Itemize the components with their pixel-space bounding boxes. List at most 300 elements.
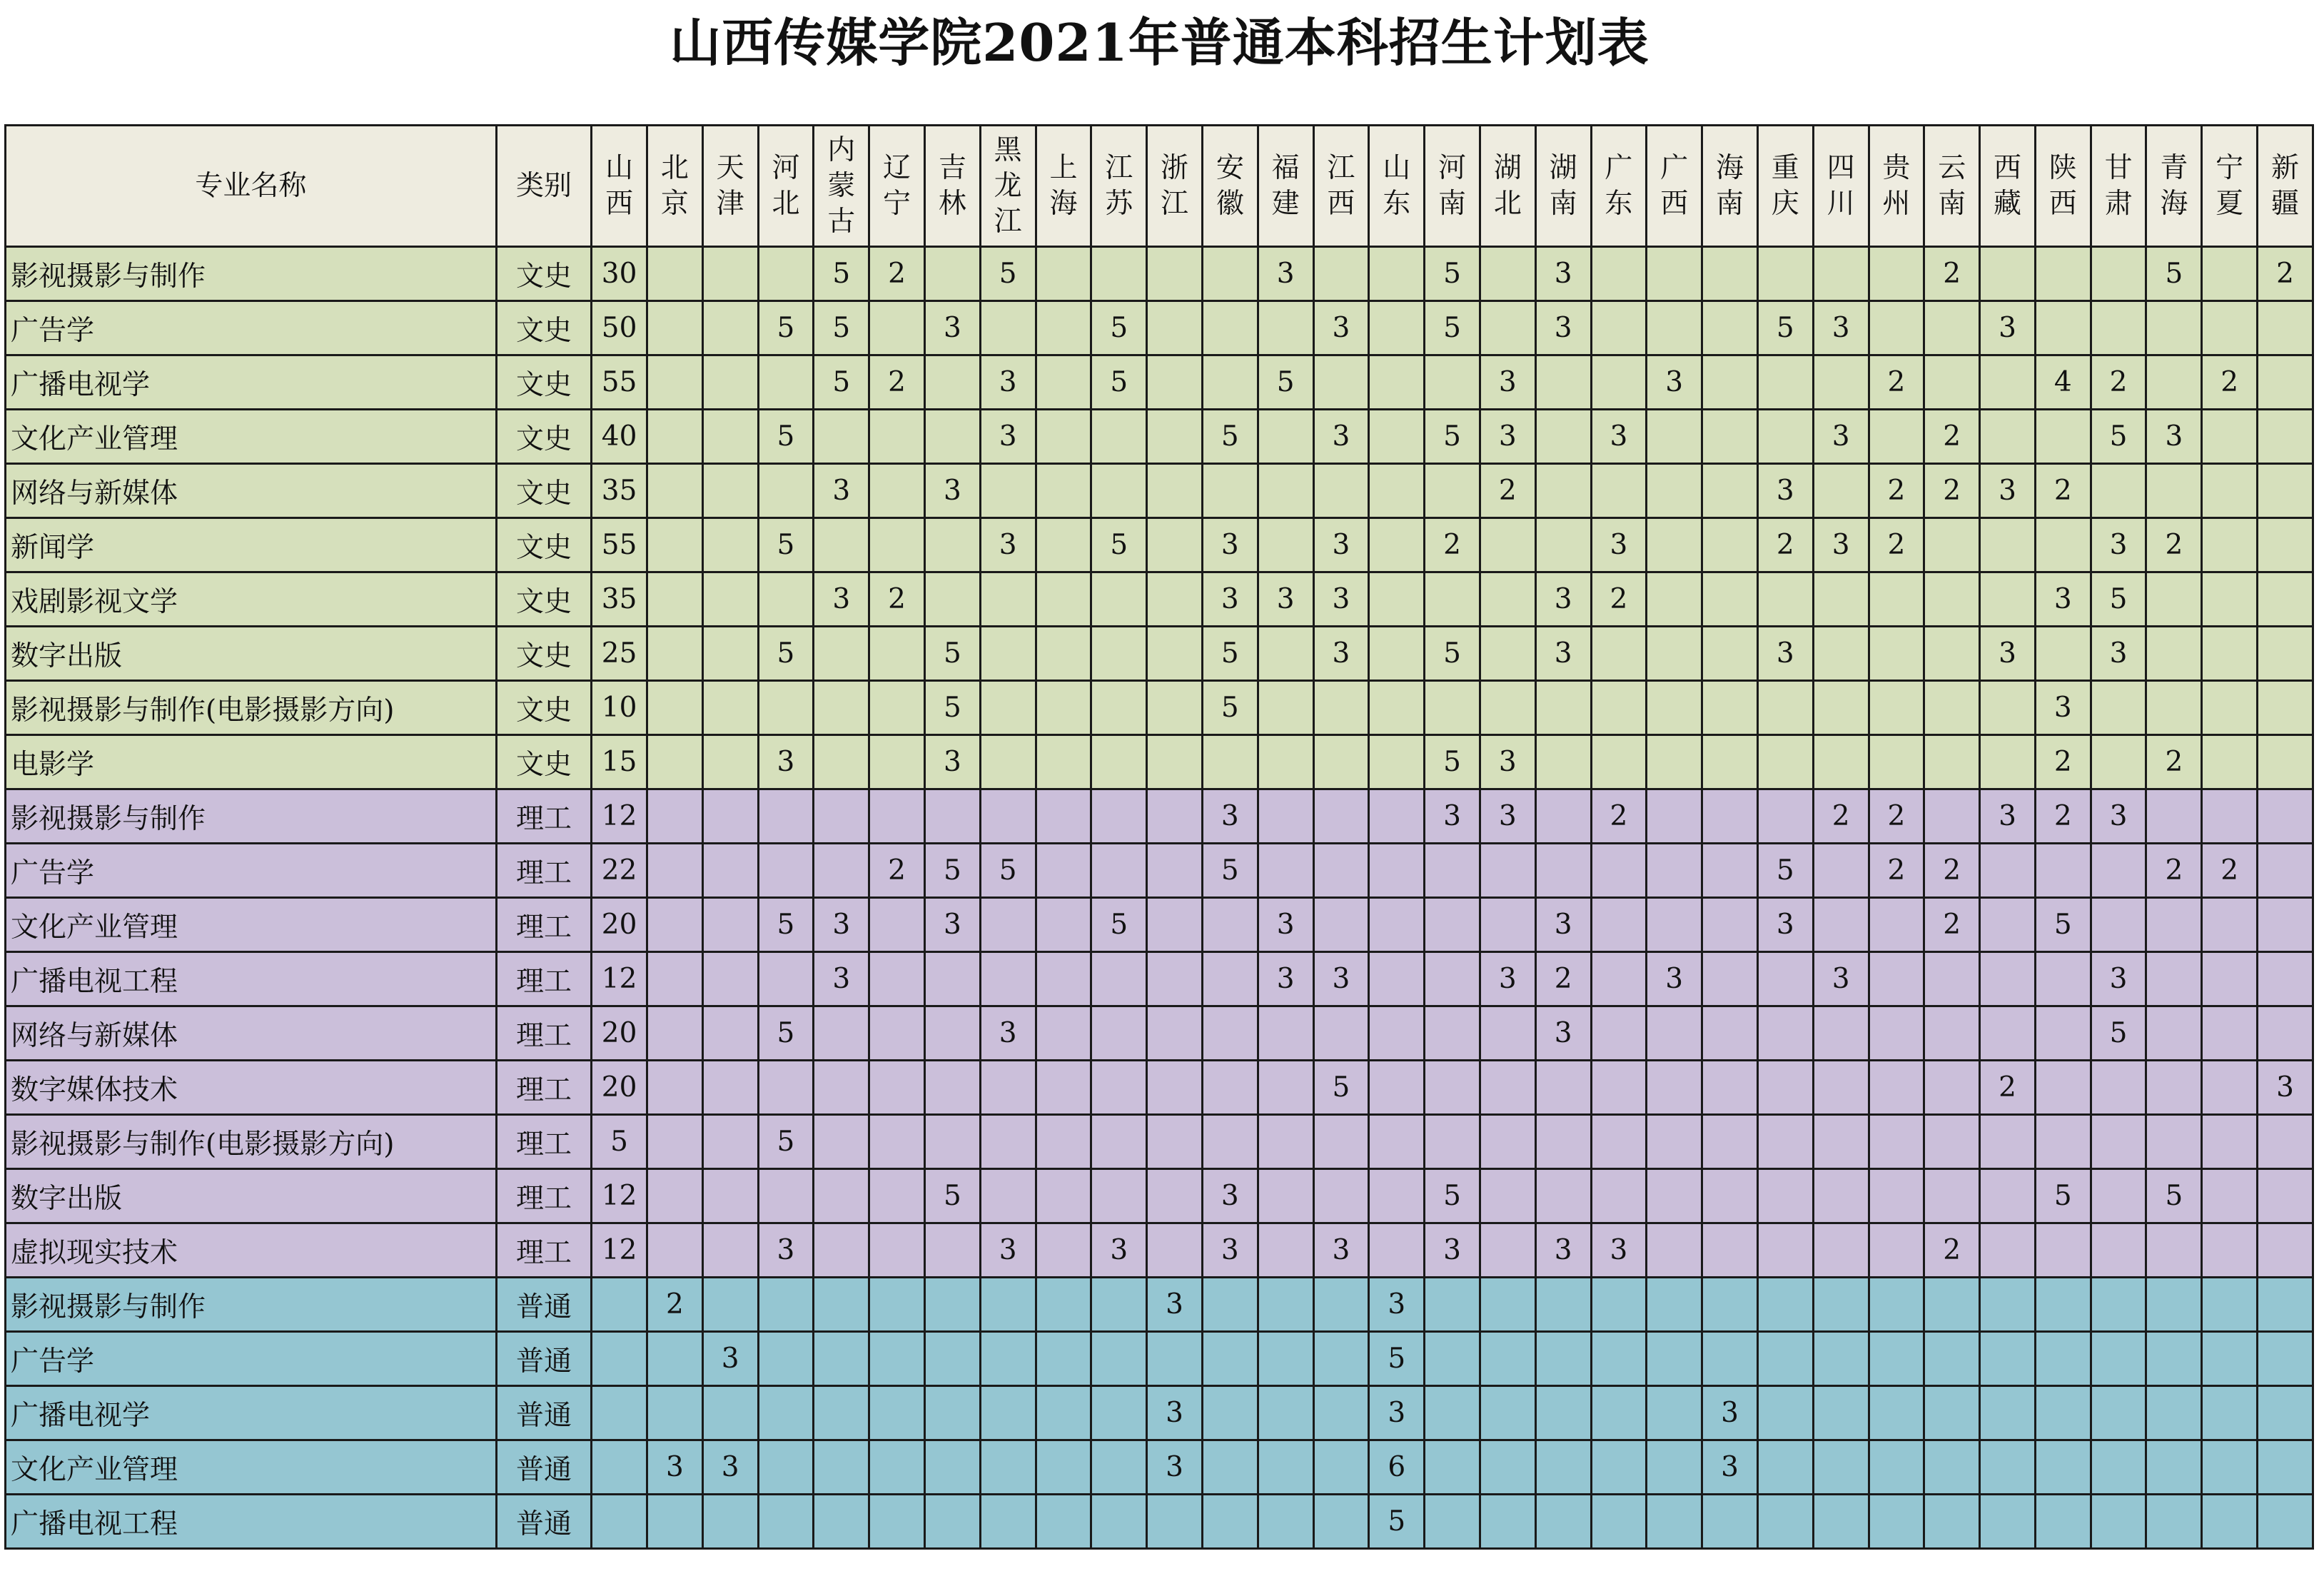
- quota-cell: [924, 1006, 980, 1061]
- quota-cell: [924, 518, 980, 572]
- quota-cell: [1036, 789, 1091, 844]
- major-name-cell: 电影学: [6, 735, 497, 789]
- quota-cell: [2258, 1115, 2313, 1169]
- quota-cell: 3: [980, 410, 1036, 464]
- quota-cell: [2146, 464, 2202, 518]
- quota-cell: [1924, 735, 1980, 789]
- quota-cell: [924, 1278, 980, 1332]
- province-char: 江: [1327, 151, 1355, 184]
- quota-cell: [2035, 627, 2091, 681]
- province-char: 四: [1827, 151, 1855, 184]
- quota-cell: 3: [2258, 1061, 2313, 1115]
- quota-cell: [1869, 1440, 1924, 1495]
- quota-cell: 12: [592, 1169, 647, 1223]
- category-cell: 理工: [496, 1061, 591, 1115]
- quota-cell: [1980, 844, 2036, 898]
- quota-cell: [1591, 1115, 1647, 1169]
- quota-cell: [814, 1223, 869, 1278]
- quota-cell: [1480, 247, 1535, 301]
- table-row: [6, 1223, 2313, 1278]
- quota-cell: [1036, 301, 1091, 355]
- quota-cell: 20: [592, 898, 647, 952]
- quota-cell: [1425, 1495, 1480, 1549]
- quota-cell: [814, 844, 869, 898]
- table-row: [6, 1495, 2313, 1549]
- category-cell: 理工: [496, 1169, 591, 1223]
- quota-cell: [702, 681, 758, 735]
- quota-cell: [1313, 1278, 1369, 1332]
- quota-cell: [1313, 898, 1369, 952]
- quota-cell: [1036, 1115, 1091, 1169]
- quota-cell: [758, 1169, 814, 1223]
- quota-cell: 5: [1202, 681, 1258, 735]
- quota-cell: 5: [1202, 627, 1258, 681]
- quota-cell: 20: [592, 1061, 647, 1115]
- quota-cell: 3: [1258, 247, 1313, 301]
- column-header-province: [814, 126, 869, 247]
- quota-cell: 5: [1757, 844, 1813, 898]
- province-char: 东: [1605, 187, 1633, 220]
- column-header-province: [1369, 126, 1425, 247]
- quota-cell: 2: [2035, 789, 2091, 844]
- quota-cell: [2258, 355, 2313, 410]
- quota-cell: [1869, 410, 1924, 464]
- quota-cell: 5: [2035, 898, 2091, 952]
- quota-cell: [1702, 1332, 1758, 1386]
- quota-cell: [1757, 572, 1813, 627]
- quota-cell: 3: [1091, 1223, 1147, 1278]
- column-header-province: [2202, 126, 2258, 247]
- quota-cell: [1202, 1386, 1258, 1440]
- quota-cell: 2: [1535, 952, 1591, 1006]
- quota-cell: [1202, 1061, 1258, 1115]
- quota-cell: 3: [2035, 681, 2091, 735]
- quota-cell: [2258, 1495, 2313, 1549]
- quota-cell: [2202, 518, 2258, 572]
- column-header-province: [702, 126, 758, 247]
- quota-cell: [1258, 518, 1313, 572]
- quota-cell: [1869, 952, 1924, 1006]
- quota-cell: [1535, 1440, 1591, 1495]
- quota-cell: 3: [980, 1223, 1036, 1278]
- category-cell: 理工: [496, 789, 591, 844]
- quota-cell: [1425, 681, 1480, 735]
- province-char: 新: [2271, 151, 2300, 184]
- quota-cell: [1813, 735, 1869, 789]
- quota-cell: [1702, 952, 1758, 1006]
- category-cell: 普通: [496, 1440, 591, 1495]
- quota-cell: [1869, 1169, 1924, 1223]
- quota-cell: 3: [814, 464, 869, 518]
- quota-cell: [1313, 844, 1369, 898]
- category-cell: 文史: [496, 355, 591, 410]
- province-char: 夏: [2216, 187, 2244, 220]
- quota-cell: [1647, 1006, 1702, 1061]
- province-char: 湖: [1549, 151, 1577, 184]
- province-char: 西: [1660, 187, 1689, 220]
- quota-cell: [2035, 301, 2091, 355]
- quota-cell: [1980, 681, 2036, 735]
- quota-cell: [2202, 1332, 2258, 1386]
- quota-cell: [1313, 789, 1369, 844]
- quota-cell: [647, 1386, 702, 1440]
- quota-cell: 3: [980, 518, 1036, 572]
- quota-cell: 3: [1757, 627, 1813, 681]
- major-name-cell: 广告学: [6, 1332, 497, 1386]
- province-char: 疆: [2271, 187, 2300, 220]
- quota-cell: [2202, 681, 2258, 735]
- quota-cell: [1591, 464, 1647, 518]
- quota-cell: [1147, 1223, 1203, 1278]
- quota-cell: [1591, 355, 1647, 410]
- enrollment-plan-table: [4, 124, 2314, 1550]
- province-char: 北: [1493, 187, 1522, 220]
- category-cell: 普通: [496, 1278, 591, 1332]
- quota-cell: [702, 844, 758, 898]
- quota-cell: 3: [1813, 952, 1869, 1006]
- quota-cell: [702, 1061, 758, 1115]
- quota-cell: [1369, 1115, 1425, 1169]
- quota-cell: [647, 1332, 702, 1386]
- quota-cell: [814, 789, 869, 844]
- major-name-cell: 数字出版: [6, 1169, 497, 1223]
- quota-cell: [1647, 627, 1702, 681]
- province-char: 北: [660, 151, 689, 184]
- quota-cell: [980, 1115, 1036, 1169]
- quota-cell: [1091, 627, 1147, 681]
- quota-cell: 5: [814, 301, 869, 355]
- quota-cell: [1258, 464, 1313, 518]
- quota-cell: [1535, 464, 1591, 518]
- quota-cell: [1313, 1115, 1369, 1169]
- page-title: 山西传媒学院2021年普通本科招生计划表: [670, 12, 1649, 73]
- quota-cell: [1647, 1278, 1702, 1332]
- quota-cell: 2: [2146, 735, 2202, 789]
- province-char: 陕: [2048, 151, 2077, 184]
- quota-cell: 3: [1535, 247, 1591, 301]
- column-header-province: [869, 126, 925, 247]
- quota-cell: [1091, 1440, 1147, 1495]
- column-header-province: [592, 126, 647, 247]
- province-char: 古: [827, 205, 856, 238]
- quota-cell: 5: [1091, 898, 1147, 952]
- quota-cell: [1647, 1495, 1702, 1549]
- quota-cell: 2: [1757, 518, 1813, 572]
- province-char: 苏: [1105, 187, 1133, 220]
- quota-cell: 3: [1202, 789, 1258, 844]
- quota-cell: [758, 1440, 814, 1495]
- column-header-province: [1924, 126, 1980, 247]
- column-header-province: [1147, 126, 1203, 247]
- quota-cell: [1702, 301, 1758, 355]
- quota-cell: [1036, 572, 1091, 627]
- quota-cell: [869, 1440, 925, 1495]
- quota-cell: [1591, 1440, 1647, 1495]
- quota-cell: [1702, 898, 1758, 952]
- quota-cell: 3: [758, 735, 814, 789]
- quota-cell: [2091, 844, 2146, 898]
- province-char: 宁: [883, 187, 911, 220]
- quota-cell: [2091, 1278, 2146, 1332]
- quota-cell: [1369, 518, 1425, 572]
- quota-cell: [980, 1332, 1036, 1386]
- quota-cell: [924, 1440, 980, 1495]
- quota-cell: 2: [2035, 464, 2091, 518]
- quota-cell: [2258, 1440, 2313, 1495]
- quota-cell: [1702, 1006, 1758, 1061]
- major-name-cell: 影视摄影与制作(电影摄影方向): [6, 681, 497, 735]
- quota-cell: [647, 355, 702, 410]
- quota-cell: 3: [1535, 572, 1591, 627]
- province-char: 甘: [2104, 151, 2133, 184]
- quota-cell: 2: [647, 1278, 702, 1332]
- quota-cell: [980, 464, 1036, 518]
- province-char: 川: [1827, 187, 1855, 220]
- quota-cell: 3: [924, 898, 980, 952]
- quota-cell: 2: [869, 355, 925, 410]
- quota-cell: [1147, 355, 1203, 410]
- quota-cell: [1313, 1495, 1369, 1549]
- major-name-cell: 广播电视工程: [6, 952, 497, 1006]
- quota-cell: [1702, 1169, 1758, 1223]
- quota-cell: [1647, 1169, 1702, 1223]
- quota-cell: [592, 1440, 647, 1495]
- quota-cell: [1980, 1495, 2036, 1549]
- quota-cell: [1535, 735, 1591, 789]
- quota-cell: 3: [702, 1440, 758, 1495]
- province-char: 青: [2160, 151, 2188, 184]
- quota-cell: [1813, 898, 1869, 952]
- quota-cell: 2: [1869, 844, 1924, 898]
- table-row: [6, 789, 2313, 844]
- quota-cell: [1813, 1115, 1869, 1169]
- quota-cell: [1202, 1278, 1258, 1332]
- quota-cell: [1369, 789, 1425, 844]
- quota-cell: [2091, 1440, 2146, 1495]
- quota-cell: [702, 1223, 758, 1278]
- province-char: 上: [1049, 151, 1078, 184]
- quota-cell: 2: [1924, 898, 1980, 952]
- quota-cell: [1869, 681, 1924, 735]
- quota-cell: [1535, 518, 1591, 572]
- quota-cell: 5: [1425, 627, 1480, 681]
- quota-cell: [2258, 464, 2313, 518]
- quota-cell: [1147, 844, 1203, 898]
- quota-cell: [1480, 681, 1535, 735]
- quota-cell: [980, 952, 1036, 1006]
- quota-cell: [1036, 247, 1091, 301]
- quota-cell: [1425, 1332, 1480, 1386]
- quota-cell: 3: [1535, 1223, 1591, 1278]
- quota-cell: [2035, 1386, 2091, 1440]
- quota-cell: 2: [2035, 735, 2091, 789]
- province-char: 河: [1438, 151, 1467, 184]
- quota-cell: 3: [1980, 464, 2036, 518]
- quota-cell: 3: [2091, 789, 2146, 844]
- quota-cell: [1647, 1115, 1702, 1169]
- quota-cell: 5: [924, 844, 980, 898]
- category-cell: 文史: [496, 410, 591, 464]
- quota-cell: [1813, 844, 1869, 898]
- quota-cell: [1091, 1332, 1147, 1386]
- quota-cell: [1258, 410, 1313, 464]
- quota-cell: 5: [1425, 410, 1480, 464]
- quota-cell: [702, 789, 758, 844]
- quota-cell: [869, 1169, 925, 1223]
- quota-cell: [2146, 1223, 2202, 1278]
- quota-cell: [1869, 1115, 1924, 1169]
- quota-cell: [869, 1223, 925, 1278]
- quota-cell: [592, 1495, 647, 1549]
- quota-cell: [1258, 735, 1313, 789]
- quota-cell: [647, 844, 702, 898]
- quota-cell: [1480, 898, 1535, 952]
- quota-cell: [1480, 1495, 1535, 1549]
- major-name-cell: 影视摄影与制作: [6, 1278, 497, 1332]
- quota-cell: [647, 572, 702, 627]
- quota-cell: [1702, 464, 1758, 518]
- quota-cell: [869, 1495, 925, 1549]
- quota-cell: [814, 1440, 869, 1495]
- province-char: 南: [1549, 187, 1577, 220]
- quota-cell: [1647, 572, 1702, 627]
- quota-cell: [869, 627, 925, 681]
- quota-cell: [1313, 464, 1369, 518]
- province-char: 宁: [2216, 151, 2244, 184]
- province-char: 湖: [1493, 151, 1522, 184]
- quota-cell: 3: [1702, 1386, 1758, 1440]
- quota-cell: 35: [592, 464, 647, 518]
- quota-cell: [1813, 1495, 1869, 1549]
- quota-cell: [647, 518, 702, 572]
- quota-cell: [702, 952, 758, 1006]
- quota-cell: [647, 952, 702, 1006]
- quota-cell: [1258, 1278, 1313, 1332]
- province-char: 安: [1216, 151, 1244, 184]
- quota-cell: [1147, 789, 1203, 844]
- quota-cell: 2: [1980, 1061, 2036, 1115]
- province-char: 西: [2048, 187, 2077, 220]
- quota-cell: [1425, 1115, 1480, 1169]
- quota-cell: [1202, 1495, 1258, 1549]
- quota-cell: 2: [1869, 518, 1924, 572]
- quota-cell: 2: [869, 572, 925, 627]
- quota-cell: [869, 518, 925, 572]
- quota-cell: [1258, 1332, 1313, 1386]
- table-row: [6, 681, 2313, 735]
- quota-cell: [2258, 627, 2313, 681]
- quota-cell: [1091, 1061, 1147, 1115]
- quota-cell: 5: [1258, 355, 1313, 410]
- quota-cell: [1369, 898, 1425, 952]
- table-row: [6, 952, 2313, 1006]
- category-cell: 文史: [496, 572, 591, 627]
- quota-cell: [814, 1061, 869, 1115]
- quota-cell: 3: [1480, 952, 1535, 1006]
- quota-cell: [1425, 1278, 1480, 1332]
- category-cell: 文史: [496, 301, 591, 355]
- quota-cell: [1369, 1006, 1425, 1061]
- quota-cell: 3: [1369, 1386, 1425, 1440]
- quota-cell: [1147, 247, 1203, 301]
- table-row: [6, 410, 2313, 464]
- quota-cell: [2035, 247, 2091, 301]
- quota-cell: [1091, 572, 1147, 627]
- quota-cell: [1924, 1061, 1980, 1115]
- quota-cell: [2091, 898, 2146, 952]
- column-header-province: [980, 126, 1036, 247]
- quota-cell: [1924, 1278, 1980, 1332]
- quota-cell: [758, 1061, 814, 1115]
- quota-cell: 3: [1535, 1006, 1591, 1061]
- quota-cell: 2: [2258, 247, 2313, 301]
- table-row: [6, 735, 2313, 789]
- quota-cell: [2035, 1061, 2091, 1115]
- quota-cell: [924, 1332, 980, 1386]
- quota-cell: [592, 1278, 647, 1332]
- category-cell: 理工: [496, 952, 591, 1006]
- column-header-major-name: 专业名称: [6, 126, 497, 247]
- quota-cell: [814, 1006, 869, 1061]
- quota-cell: 2: [2202, 844, 2258, 898]
- quota-cell: [647, 1006, 702, 1061]
- quota-cell: [2202, 898, 2258, 952]
- quota-cell: [814, 410, 869, 464]
- major-name-cell: 广告学: [6, 301, 497, 355]
- major-name-cell: 文化产业管理: [6, 410, 497, 464]
- quota-cell: [2258, 1332, 2313, 1386]
- quota-cell: [1647, 735, 1702, 789]
- quota-cell: [2202, 464, 2258, 518]
- quota-cell: 3: [1647, 355, 1702, 410]
- quota-cell: 3: [1313, 572, 1369, 627]
- quota-cell: [1313, 1169, 1369, 1223]
- quota-cell: [2258, 301, 2313, 355]
- quota-cell: [1924, 1386, 1980, 1440]
- column-header-province: [1091, 126, 1147, 247]
- quota-cell: 3: [1591, 518, 1647, 572]
- quota-cell: 2: [1924, 247, 1980, 301]
- quota-cell: [1036, 898, 1091, 952]
- quota-cell: [1425, 844, 1480, 898]
- quota-cell: [2035, 1332, 2091, 1386]
- quota-cell: 3: [758, 1223, 814, 1278]
- quota-cell: 3: [1258, 898, 1313, 952]
- quota-cell: [1702, 789, 1758, 844]
- quota-cell: [1924, 518, 1980, 572]
- quota-cell: 5: [1369, 1332, 1425, 1386]
- quota-cell: [1757, 1495, 1813, 1549]
- quota-cell: [2202, 1169, 2258, 1223]
- province-char: 山: [605, 151, 634, 184]
- quota-cell: 3: [1813, 410, 1869, 464]
- quota-cell: 3: [1480, 735, 1535, 789]
- province-char: 建: [1271, 187, 1300, 220]
- quota-cell: [1036, 1495, 1091, 1549]
- quota-cell: 35: [592, 572, 647, 627]
- quota-cell: [1980, 1440, 2036, 1495]
- quota-cell: 5: [758, 518, 814, 572]
- quota-cell: [1202, 247, 1258, 301]
- province-char: 吉: [938, 151, 966, 184]
- quota-cell: 5: [758, 898, 814, 952]
- quota-cell: [1535, 1332, 1591, 1386]
- quota-cell: [1147, 301, 1203, 355]
- table-row: [6, 247, 2313, 301]
- quota-cell: [1313, 1440, 1369, 1495]
- quota-cell: [814, 1169, 869, 1223]
- quota-cell: [702, 1006, 758, 1061]
